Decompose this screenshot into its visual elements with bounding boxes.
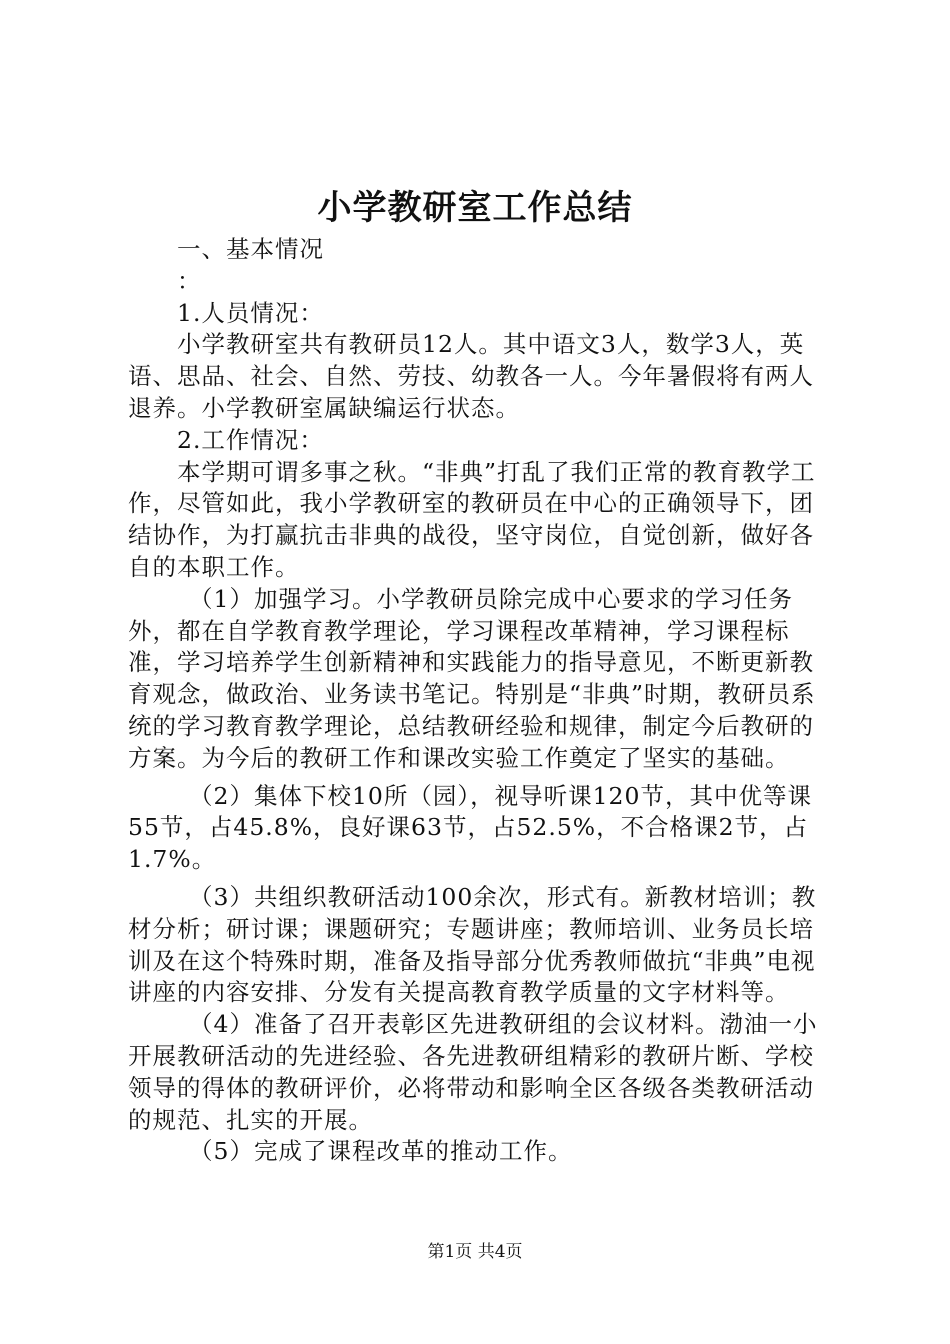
- page-title: 小学教研室工作总结: [317, 188, 633, 228]
- subsection-heading: 2.工作情况：: [177, 425, 324, 454]
- paragraph: （5）完成了课程改革的推动工作。: [189, 1137, 573, 1166]
- paragraph: 本学期可谓多事之秋。“非典”打乱了我们正常的教育教学工作，尽管如此，我小学教研室的教研员在中心的正确领导下，团结协作，为打赢抗击非典的战役，坚守岗位，自觉创新，做好各自的本职工作。: [128, 457, 816, 581]
- document-body: [128, 234, 833, 1168]
- paragraph: （1）加强学习。小学教研员除完成中心要求的学习任务外，都在自学教育教学理论，学习课程改革精神，学习课程标准，学习培养学生创新精神和实践能力的指导意见，不断更新教育观念，做政治、业务读书笔记。特别是“非典”时期，教研员系统的学习教育教学理论，总结教研经验和规律，制定今后教研的方案。为今后的教研工作和课改实验工作奠定了坚实的基础。: [128, 584, 816, 772]
- section-heading: 一、基本情况: [177, 235, 324, 263]
- paragraph: 小学教研室共有教研员12人。其中语文3人，数学3人，英语、思品、社会、自然、劳技、幼教各一人。今年暑假将有两人退养。小学教研室属缺编运行状态。: [128, 330, 814, 422]
- subsection-heading: 1.人员情况：: [177, 298, 324, 327]
- paragraph: （2）集体下校10所（园），视导听课120节，其中优等课55节，占45.8%，良好课63节，占52.5%，不合格课2节，占1.7%。: [128, 781, 812, 874]
- page-footer: 第1页 共4页: [427, 1242, 523, 1262]
- paragraph: ：: [177, 266, 202, 295]
- paragraph: （3）共组织教研活动100余次，形式有。新教材培训；教材分析；研讨课；课题研究；专题讲座；教师培训、业务员长培训及在这个特殊时期，准备及指导部分优秀教师做抗“非典”电视讲座的内容安排、分发有关提高教育教学质量的文字材料等。: [128, 882, 817, 1007]
- paragraph: （4）准备了召开表彰区先进教研组的会议材料。渤油一小开展教研活动的先进经验、各先进教研组精彩的教研片断、学校领导的得体的教研评价，必将带动和影响全区各级各类教研活动的规范、扎实的开展。: [128, 1010, 818, 1134]
